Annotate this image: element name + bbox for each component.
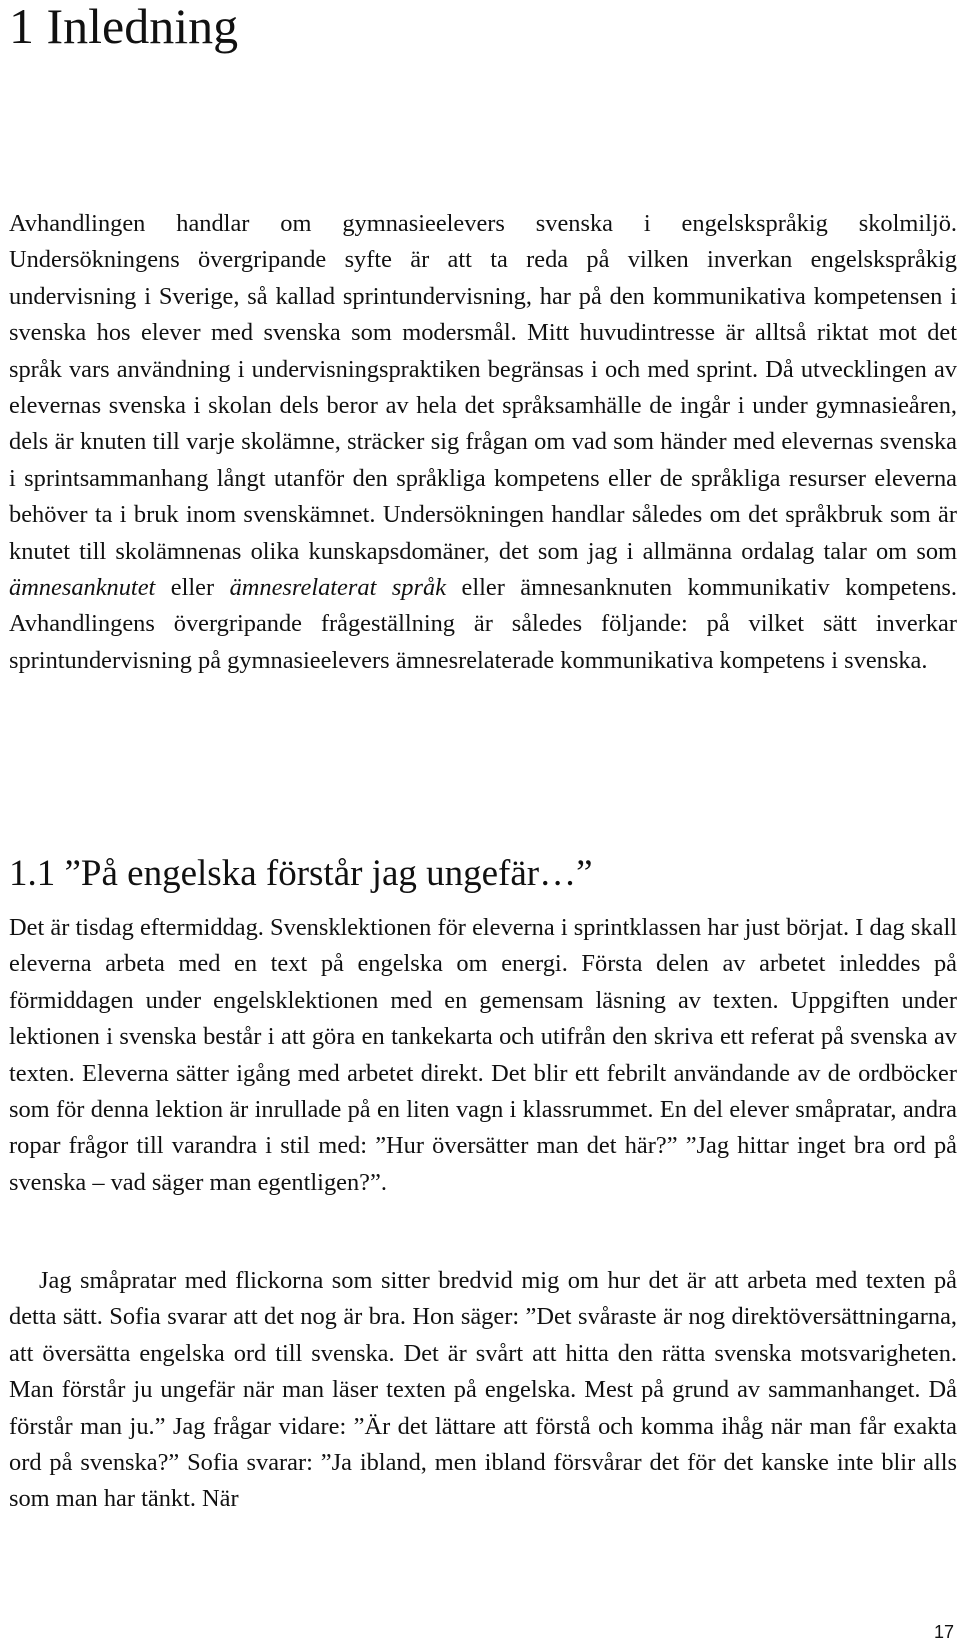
section-title: 1.1 ”På engelska förstår jag ungefär…” [9,853,593,894]
page-number: 17 [933,1622,954,1642]
section-paragraph-2: Jag småpratar med flickorna som sitter bredvid mig om hur det är att arbeta med texten på detta sätt. Sofia svarar att det nog är bra. Hon säger: ”Det svåraste är nog direktöversättningarna, att översätta engelska ord till svenska. Det är svårt att hitta den rätta svenska motsvarigheten. Man förstår ju ungefär när man läser texten på engelska. Mest på grund av sammanhanget. Då förstår man ju.” Jag frågar vidare: ”Är det lättare att förstå och komma ihåg när man får exakta ord på svenska?” Sofia svarar: ”Ja ibland, men ibland försvårar det för det kanske inte blir alls som man har tänkt. När [9,1267,957,1513]
term-amnesrelaterat-sprak: ämnesrelaterat språk [229,574,447,602]
term-amnesanknutet: ämnesanknutet [9,574,156,602]
intro-text-part-2: eller [155,574,230,602]
intro-text-part-3: eller ämnesanknuten kommunikativ kompetens. Avhandlingens övergripande frågeställning är således följande: på vilket sätt inverkar sprintundervisning på gymnasieelevers ämnesrelaterade kommunikativa kompetens i svenska. [9,574,957,674]
section-paragraph-1: Det är tisdag eftermiddag. Svensklektionen för eleverna i sprintklassen har just börjat. I dag skall eleverna arbeta med en text på engelska om energi. Första delen av arbetet inleddes på förmiddagen under engelsklektionen med en gemensam läsning av texten. Uppgiften under lektionen i svenska består i att göra en tankekarta och utifrån den skriva ett referat på svenska av texten. Eleverna sätter igång med arbetet direkt. Det blir ett febrilt användande av de ordböcker som för denna lektion är inrullade på en liten vagn i klassrummet. En del elever småpratar, andra ropar frågor till varandra i stil med: ”Hur översätter man det här?” ”Jag hittar inget bra ord på svenska – vad säger man egentligen?”. [9,914,957,1196]
intro-paragraph [9,206,957,679]
intro-text-part-1: Avhandlingen handlar om gymnasieelevers svenska i engelskspråkig skolmiljö. Undersökningens övergripande syfte är att ta reda på vilken inverkan engelskspråkig undervisning i Sverige, så kallad sprintundervisning, har på den kommunikativa kompetensen i svenska hos elever med svenska som modersmål. Mitt huvudintresse är alltså riktat mot det språk vars användning i undervisningspraktiken begränsas i och med sprint. Då utvecklingen av elevernas svenska i skolan dels beror av hela det språksamhälle de ingår i under gymnasieåren, dels är knuten till varje skolämne, sträcker sig frågan om vad som händer med elevernas svenska i sprintsammanhang långt utanför den språkliga kompetens eller de språkliga resurser eleverna behöver ta i bruk inom svenskämnet. Undersökningen handlar således om det språkbruk som är knutet till skolämnenas olika kunskapsdomäner, det som jag i allmänna ordalag talar om som [9,210,957,565]
chapter-title: 1 Inledning [9,0,239,54]
